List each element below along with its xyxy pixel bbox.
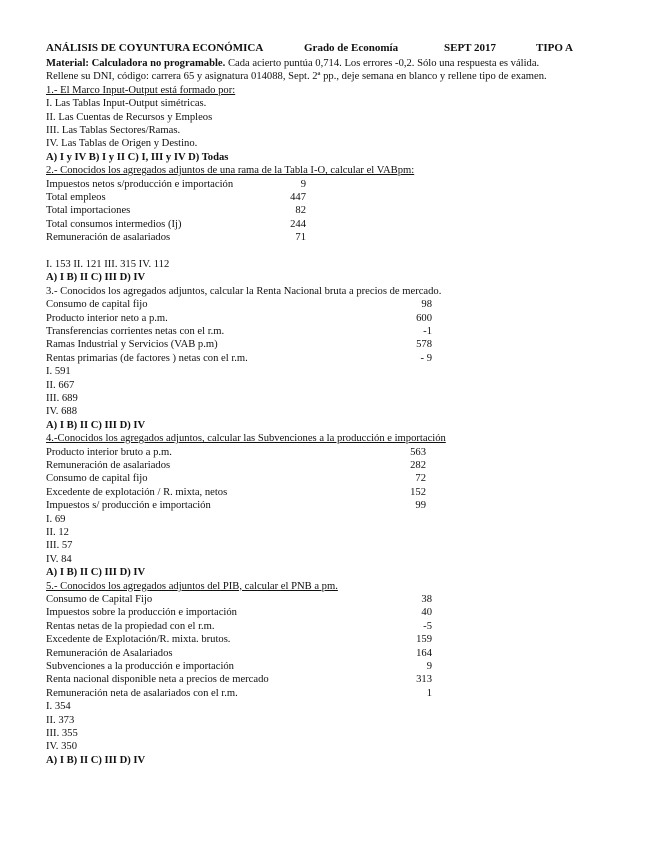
row-value: 82 — [295, 205, 306, 217]
exam-title: ANÁLISIS DE COYUNTURA ECONÓMICA — [46, 42, 264, 54]
question-stem: 4.-Conocidos los agregados adjuntos, calcular las Subvenciones a la producción e importación — [46, 433, 446, 445]
row-label: Consumo de capital fijo — [46, 473, 148, 485]
data-row — [46, 472, 626, 485]
numeric-option: III. 57 — [46, 540, 73, 552]
numeric-options: I. 153 II. 121 III. 315 IV. 112 — [46, 259, 170, 270]
data-row — [46, 191, 626, 204]
data-row — [46, 633, 626, 646]
statement-item: II. Las Cuentas de Recursos y Empleos — [46, 111, 213, 123]
data-row — [46, 338, 626, 351]
row-value: 98 — [421, 299, 432, 311]
row-value: 600 — [416, 312, 432, 324]
answer-choices: A) I B) II C) III D) IV — [46, 754, 146, 766]
row-value: 40 — [421, 607, 432, 619]
row-label: Producto interior bruto a p.m. — [46, 446, 172, 458]
row-label: Remuneración de asalariados — [46, 460, 171, 471]
row-value: 563 — [410, 446, 426, 458]
question-stem: 5.- Conocidos los agregados adjuntos del PIB, calcular el PNB a pm. — [46, 580, 338, 592]
row-value: 38 — [421, 594, 432, 605]
row-label: Remuneración de Asalariados — [46, 647, 173, 659]
data-row — [46, 620, 626, 633]
question-stem: 2.- Conocidos los agregados adjuntos de una rama de la Tabla I-O, calcular el VABpm: — [46, 165, 415, 177]
numeric-option: IV. 84 — [46, 553, 72, 565]
row-value: 99 — [415, 500, 426, 512]
numeric-option: I. 354 — [46, 701, 71, 713]
data-row — [46, 178, 626, 191]
question-1 — [46, 84, 626, 164]
row-label: Total importaciones — [46, 205, 131, 217]
data-row — [46, 204, 626, 217]
data-row — [46, 231, 626, 244]
row-label: Impuestos sobre la producción e importación — [46, 607, 237, 619]
numeric-option: IV. 688 — [46, 406, 77, 418]
row-value: 313 — [416, 674, 432, 686]
data-row — [46, 486, 626, 499]
session-label: SEPT 2017 — [444, 42, 497, 54]
numeric-option: III. 689 — [46, 392, 78, 404]
row-label: Impuestos s/ producción e importación — [46, 500, 211, 512]
degree-label: Grado de Economía — [304, 42, 399, 54]
question-4 — [46, 432, 626, 579]
exam-header — [46, 42, 626, 57]
question-stem: 1.- El Marco Input-Output está formado por: — [46, 84, 236, 96]
row-label: Remuneración de asalariados — [46, 232, 171, 244]
answer-choices: A) I y IV B) I y II C) I, III y IV D) Todas — [46, 151, 229, 163]
data-row — [46, 298, 626, 311]
row-value: 244 — [290, 218, 306, 230]
row-value: 282 — [410, 460, 426, 471]
row-label: Rentas netas de la propiedad con el r.m. — [46, 620, 215, 632]
answer-choices: A) I B) II C) III D) IV — [46, 567, 146, 579]
row-value: 152 — [410, 486, 426, 498]
data-row — [46, 312, 626, 325]
instructions-scoring: Cada acierto puntúa 0,714. Los errores -0,2. Sólo una respuesta es válida. — [225, 58, 540, 69]
data-row — [46, 352, 626, 365]
data-row — [46, 647, 626, 660]
numeric-option: II. 12 — [46, 526, 69, 538]
data-row — [46, 499, 626, 512]
question-5 — [46, 580, 626, 768]
exam-type-label: TIPO A — [536, 42, 573, 54]
data-row — [46, 446, 626, 459]
row-label: Total consumos intermedios (Ij) — [46, 218, 182, 230]
instructions-material: Material: Calculadora no programable. — [46, 58, 226, 69]
row-value: 72 — [415, 473, 426, 485]
data-row — [46, 660, 626, 673]
row-value: 447 — [290, 192, 306, 204]
instructions-line-2: Rellene su DNI, código: carrera 65 y asignatura 014088, Sept. 2ª pp., deje semana en blanco y rellene tipo de examen. — [46, 71, 547, 83]
statement-item: III. Las Tablas Sectores/Ramas. — [46, 125, 181, 137]
row-label: Producto interior neto a p.m. — [46, 312, 168, 324]
numeric-option: II. 667 — [46, 379, 75, 391]
question-stem: 3.- Conocidos los agregados adjuntos, calcular la Renta Nacional bruta a precios de mercado. — [46, 285, 442, 297]
row-label: Consumo de capital fijo — [46, 299, 148, 311]
row-label: Remuneración neta de asalariados con el r.m. — [46, 687, 238, 699]
data-row — [46, 687, 626, 700]
row-label: Excedente de explotación / R. mixta, netos — [46, 486, 228, 498]
row-label: Excedente de Explotación/R. mixta. brutos. — [46, 634, 231, 646]
row-label: Renta nacional disponible neta a precios de mercado — [46, 674, 269, 686]
numeric-option: IV. 350 — [46, 741, 77, 753]
row-value: 164 — [416, 647, 432, 659]
numeric-option: I. 591 — [46, 366, 71, 378]
row-value: -1 — [423, 326, 432, 337]
data-row — [46, 606, 626, 619]
numeric-option: II. 373 — [46, 714, 75, 726]
exam-page — [46, 42, 626, 767]
instructions-line-1 — [46, 57, 626, 70]
data-row — [46, 218, 626, 231]
numeric-option: III. 355 — [46, 727, 78, 739]
row-label: Impuestos netos s/producción e importación — [46, 178, 234, 190]
numeric-option: I. 69 — [46, 513, 66, 525]
statement-item: IV. Las Tablas de Origen y Destino. — [46, 138, 198, 150]
row-label: Transferencias corrientes netas con el r.m. — [46, 326, 225, 337]
row-label: Ramas Industrial y Servicios (VAB p.m) — [46, 339, 218, 351]
question-2 — [46, 164, 626, 285]
answer-choices: A) I B) II C) III D) IV — [46, 272, 146, 284]
row-value: 9 — [300, 178, 306, 190]
row-value: - 9 — [420, 352, 432, 364]
data-row — [46, 673, 626, 686]
data-row — [46, 459, 626, 472]
row-label: Consumo de Capital Fijo — [46, 594, 153, 605]
row-value: -5 — [423, 620, 432, 632]
row-label: Total empleos — [46, 192, 106, 204]
row-value: 159 — [416, 634, 432, 646]
data-row — [46, 325, 626, 338]
row-value: 71 — [295, 232, 306, 244]
row-value: 9 — [426, 660, 432, 672]
statement-item: I. Las Tablas Input-Output simétricas. — [46, 98, 207, 110]
answer-choices: A) I B) II C) III D) IV — [46, 419, 146, 431]
row-value: 1 — [426, 687, 432, 699]
row-value: 578 — [416, 339, 432, 351]
row-label: Subvenciones a la producción e importación — [46, 660, 234, 672]
data-row — [46, 593, 626, 606]
question-3 — [46, 285, 626, 432]
row-label: Rentas primarias (de factores ) netas con el r.m. — [46, 352, 248, 364]
